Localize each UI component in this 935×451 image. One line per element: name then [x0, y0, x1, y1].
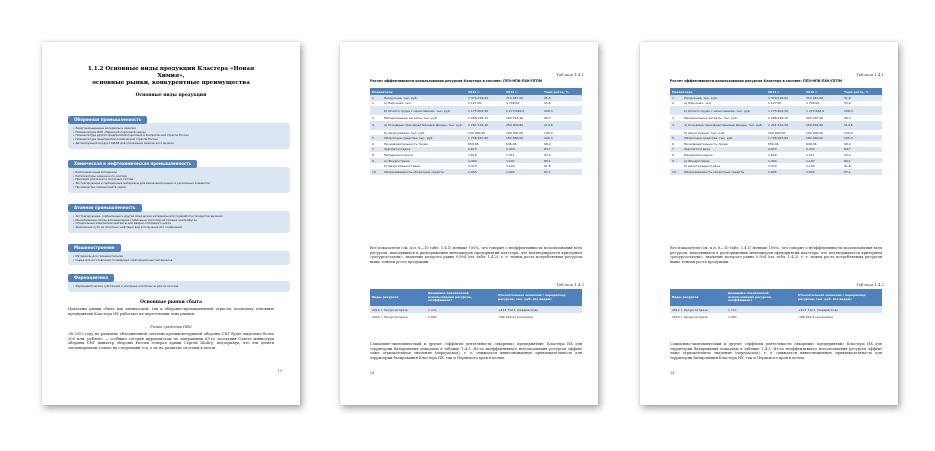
category-item: • Катализаторы химического синтеза: [73, 174, 127, 178]
table-cell: 3: [370, 115, 382, 121]
table-cell: 1 175 603,30: [466, 106, 504, 115]
column-header: Относительная экономия / перерасход ресурсов, тыс. руб. (по видам): [496, 289, 582, 306]
table-cell: 3,379: [766, 163, 804, 169]
table-cell: а) Персонал, чел.: [382, 101, 466, 107]
category-nuclear: [68, 194, 290, 233]
table-cell: Продукция, тыс. руб.: [382, 95, 466, 101]
table-cell: 100 000,00: [766, 130, 804, 136]
table-cell: 1,494: [466, 158, 504, 164]
table-cell: 4: [370, 121, 382, 130]
category-machinery: [68, 234, 290, 265]
category-item: • Экстрагирующие и сорбционные материалы для извлечения редких и рассеянных элементов: [73, 182, 210, 186]
table-caption: Таблица 1.4.2: [856, 282, 884, 287]
table-cell: 1 379 018,00: [466, 95, 504, 101]
table-cell: +413 712,1 (перерасход): [796, 306, 882, 313]
table-cell: 100,0: [842, 130, 882, 136]
table-row: [670, 158, 882, 164]
table-cell: Зарплатоотдача: [682, 147, 766, 153]
table-cell: 646,06: [804, 141, 842, 147]
column-header: Динамика показателей использования ресурсов, коэффициент: [726, 289, 796, 306]
category-item: • Ионообменные смолы для выделения стабильных изотопов на газовых центрифугах: [73, 218, 198, 222]
table-cell: 1: [370, 95, 382, 101]
table-row: [370, 306, 582, 313]
table-cell: 1,618: [766, 152, 804, 158]
column-header: 2012 г.: [804, 88, 842, 95]
table-row: [670, 306, 882, 313]
table-header-row: [670, 88, 882, 95]
table-cell: 87,1: [542, 169, 582, 175]
table-cell: 3,100: [804, 163, 842, 169]
table-cell: 91,8: [842, 163, 882, 169]
paragraph: Социально-экономический и другие «эффекты деятельности «якорных» предприятий» Кластера НХ для территории базирования показаны в таблице 1.4.3. Из-за неэффективного использования ресурсов эффект тоже отрицательное значение (перерасход), т. е. снижается инвестиционную привлекательность для территории базирования Кластера НХ, так и Пермского края в целом.: [670, 342, 882, 360]
table-cell: Оборачиваемость оборотных средств: [382, 169, 466, 175]
table-row: [670, 95, 882, 101]
document-page-1: [42, 42, 300, 405]
table-cell: 2014 г. Ресурсоотдача: [372, 314, 408, 319]
category-item: • Детонирующий продукт КД-88 для утилизации химического оружия: [73, 141, 174, 145]
table-cell: 259 002,80: [504, 121, 542, 130]
table-header-row: [370, 289, 582, 306]
table-cell: 3,100: [504, 163, 542, 169]
table-row: [670, 135, 882, 141]
category-item: • Номенклатура других предприятий пороховой и боеприпасной отрасли России: [73, 134, 189, 138]
table-cell: Производительность труда: [382, 141, 466, 147]
table-cell: б) Оплата труда с начислением, тыс. руб.: [382, 106, 466, 115]
table-row: [670, 141, 882, 147]
table-cell: 2,674: [766, 147, 804, 153]
table-cell: 205 297,90: [804, 115, 842, 121]
table-cell: 5 127,00: [766, 101, 804, 107]
table-cell: а) Персонал, чел.: [682, 101, 766, 107]
table-cell: Продукция, тыс. руб.: [682, 95, 766, 101]
table-cell: 1 273 646,4: [804, 106, 842, 115]
table-row: [670, 115, 882, 121]
category-header: Фармацевтика: [68, 274, 114, 282]
table-row: [670, 130, 882, 136]
table-cell: 98,0: [542, 141, 582, 147]
table-cell: Материалоотдача: [382, 152, 466, 158]
table-cell: 3,379: [466, 163, 504, 169]
table-cell: 91,8: [842, 95, 882, 101]
table-cell: 93,4: [842, 152, 882, 158]
table-cell: 310 047,00: [504, 95, 542, 101]
table-cell: 100 000,00: [466, 130, 504, 136]
category-item: • Композиционные материалы: [73, 171, 117, 174]
table-cell: 7: [370, 147, 382, 153]
table-cell: 84,7: [542, 147, 582, 153]
efficiency-table: [670, 88, 882, 175]
table-cell: Материалоотдача: [682, 152, 766, 158]
table-cell: 646,06: [504, 141, 542, 147]
table-cell: 98,3: [842, 115, 882, 121]
table-cell: Оборотные средства, тыс. руб.: [382, 135, 466, 141]
table-cell: 80,1: [542, 158, 582, 164]
table-cell: 3: [670, 115, 682, 121]
efficiency-table: [370, 88, 582, 175]
table-caption: Таблица 1.4.1: [856, 72, 884, 77]
table-cell: 98,0: [842, 141, 882, 147]
table-row: [670, 101, 882, 107]
table-cell: 10: [670, 169, 682, 175]
table-row: [370, 101, 582, 107]
table-cell: 93,6: [542, 101, 582, 107]
table-cell: 2,434: [804, 147, 842, 153]
table-caption: Таблица 1.4.1: [556, 72, 584, 77]
paragraph: Показаны рынки сбыта как химической, так и оборонно-промышленной отрасли, поскольку основные предприятия Кластера НХ работают на пересечении этих рынков.: [68, 307, 274, 316]
category-item: • Номенклатура предприятий космической отрасли России: [73, 138, 158, 142]
column-header: Темп роста, %: [542, 88, 582, 95]
table-cell: а) Основные производственные фонды, тыс. руб.: [682, 121, 766, 130]
table-cell: 1,695: [504, 169, 542, 175]
table-cell: 1,945: [766, 169, 804, 175]
table-cell: 105,3: [842, 135, 882, 141]
table-cell: Материальные затраты, тыс. руб.: [682, 115, 766, 121]
table-cell: 1 175 603,30: [766, 106, 804, 115]
table-row: [670, 169, 882, 175]
category-items: [68, 167, 290, 193]
table-row: [370, 313, 582, 320]
table-cell: 2 088 928,70: [466, 115, 504, 121]
table-cell: 80,1: [842, 158, 882, 164]
table-cell: 259 002,80: [804, 121, 842, 130]
table-cell: 1,197: [804, 158, 842, 164]
section-label: Рынок средства ПВО: [150, 325, 192, 329]
table-cell: 2012 г. Ресурсоотдача: [370, 306, 426, 313]
table-cell: 84,7: [842, 147, 882, 153]
table-cell: 1 379 018,00: [766, 95, 804, 101]
column-header: Виды ресурсов: [370, 289, 426, 306]
table-cell: Материальные затраты, тыс. руб.: [382, 115, 466, 121]
table-title: Расчет эффективности использования ресурсов Кластера в составе: ППЗ-НПК-ПХК-ПГПМ: [670, 79, 843, 83]
table-row: [370, 163, 582, 169]
table-row: [670, 313, 882, 320]
category-header: Оборонная промышленность: [68, 116, 147, 124]
category-item: • Химические пути из попутных нефтяных вод и получение его соединений: [73, 226, 182, 230]
category-header: Машиностроение: [68, 244, 121, 252]
column-header: 2012 г.: [504, 88, 542, 95]
table-cell: 91,8: [542, 95, 582, 101]
category-item: • Материалы для гальванотехники: [73, 255, 124, 258]
table-cell: б) Амортизациоотдача: [382, 163, 466, 169]
table-cell: 7: [670, 147, 682, 153]
table-row: [370, 130, 582, 136]
table-cell: 1 736 967,90: [466, 135, 504, 141]
table-cell: 659,06: [766, 141, 804, 147]
section-title: 1.1.2 Основные виды продукции Кластера «Новая Химия», основные рынки, конкурентные преимущества: [87, 66, 255, 86]
table-row: [670, 106, 882, 115]
table-cell: 87,1: [842, 169, 882, 175]
table-row: [370, 95, 582, 101]
table-cell: 1 273 646,4: [504, 106, 542, 115]
table-cell: 182 890,00: [504, 135, 542, 141]
table-cell: 4 799,00: [504, 101, 542, 107]
table-cell: 100 000,00: [804, 130, 842, 136]
table-caption: Таблица 1.4.2: [556, 282, 584, 287]
category-item: • Специальные химические реагенты для ядерно-топливного цикла: [73, 222, 171, 226]
table-title: Расчет эффективности использования ресурсов Кластера в составе: ППЗ-НПК-ПХК-ПГПМ: [370, 79, 543, 83]
table-cell: 5 127,00: [466, 101, 504, 107]
table-cell: 310 047,00: [804, 95, 842, 101]
column-header: Относительная экономия / перерасход ресурсов, тыс. руб. (по видам): [796, 289, 882, 306]
table-cell: б) Оплата труда с начислением, тыс. руб.: [682, 106, 766, 115]
table-cell: 114,6: [542, 121, 582, 130]
table-cell: 6: [670, 141, 682, 147]
paragraph: «В 2013 году на развитие объединенной системы противовоздушной обороны СНГ будет выделено более 300 млн. рублей» — сообщил сегодня журналистам по завершении 63-го заседания Совета министров обороны СНГ министр обороны России генерал армии Сергей Шойгу, подчеркнув, что эти деньги запланированы только на следующий год, а не на развитие системы в целом.: [68, 332, 274, 350]
table-cell: а) Основные производственные фонды, тыс. руб.: [382, 121, 466, 130]
table-cell: 1,945: [466, 169, 504, 175]
table-cell: а) Фондоотдача: [682, 158, 766, 164]
table-cell: 100,0: [542, 130, 582, 136]
paragraph: Все показатели (см. п.п. 6—10 табл. 1.4.1) меньше 100%, что говорит о неэффективности использования всех ресурсов, находящихся в распоряжении менеджеров предприятий кластера, что подтверждается критерием «ресурсоотдачи», значение которого равно 0,904 (см. табл. 1.4.2), т. е. темпы роста потребляемых ресурсов выше темпов роста продукции.: [670, 246, 882, 264]
table-row: [370, 141, 582, 147]
paragraph: Социально-экономический и другие «эффекты деятельности «якорных» предприятий» Кластера НХ для территории базирования показаны в таблице 1.4.3. Из-за неэффективного использования ресурсов эффект тоже отрицательное значение (перерасход), т. е. снижается инвестиционную привлекательность для территории базирования Кластера НХ, так и Пермского края в целом.: [370, 342, 582, 360]
paragraph: Все показатели (см. п.п. 6—10 табл. 1.4.1) меньше 100%, что говорит о неэффективности использования всех ресурсов, находящихся в распоряжении менеджеров предприятий кластера, что подтверждается критерием «ресурсоотдачи», значение которого равно 0,904 (см. табл. 1.4.2), т. е. темпы роста потребляемых ресурсов выше темпов роста продукции.: [370, 246, 582, 264]
table-row: [670, 163, 882, 169]
table-cell: 105,3: [542, 135, 582, 141]
table-row: [370, 121, 582, 130]
category-header: Химическая и нефтехимическая промышленность: [68, 160, 197, 168]
table-row: [370, 147, 582, 153]
category-items: [68, 123, 290, 149]
table-cell: Производительность труда: [682, 141, 766, 147]
table-cell: 4 799,00: [804, 101, 842, 107]
table-cell: 93,6: [842, 101, 882, 107]
category-pharma: [68, 264, 290, 292]
column-header: Темп роста, %: [842, 88, 882, 95]
column-header: Показатели: [670, 88, 766, 95]
table-cell: 2,434: [504, 147, 542, 153]
table-cell: 10: [370, 169, 382, 175]
table-cell: 1,197: [504, 158, 542, 164]
table-cell: 5: [370, 135, 382, 141]
table-cell: 100 000,00: [504, 130, 542, 136]
table-cell: 2 261 544,40: [466, 121, 504, 130]
table-cell: [670, 106, 682, 115]
table-cell: 1,494: [766, 158, 804, 164]
table-cell: 6: [370, 141, 382, 147]
column-header: Динамика показателей использования ресурсов, коэффициент: [426, 289, 496, 306]
category-item: • Номенклатура ФКП «Пермский пороховой завод»: [73, 130, 147, 134]
category-item: • Энергонасыщенные материалы и изделия: [73, 127, 136, 130]
table-cell: 0,904: [726, 306, 796, 313]
table-cell: 1,040: [428, 314, 437, 319]
document-page-3: [640, 42, 898, 405]
table-cell: 1,040: [728, 314, 737, 319]
table-cell: 2: [370, 101, 382, 107]
table-cell: -166 292,4 (экономия): [798, 314, 833, 319]
table-row: [370, 152, 582, 158]
table-cell: Зарплатоотдача: [382, 147, 466, 153]
table-cell: Оборотные средства, тыс. руб.: [682, 135, 766, 141]
table-cell: а) Фондоотдача: [382, 158, 466, 164]
column-header: Виды ресурсов: [670, 289, 726, 306]
table-cell: 659,06: [466, 141, 504, 147]
table-cell: Оборачиваемость оборотных средств: [682, 169, 766, 175]
table-cell: 114,6: [842, 121, 882, 130]
table-row: [370, 135, 582, 141]
table-row: [670, 147, 882, 153]
table-header-row: [370, 88, 582, 95]
category-item: • Фармацевтические субстанции и исходные компоненты для их синтеза: [73, 285, 179, 288]
table-cell: 205 297,90: [504, 115, 542, 121]
table-row: [670, 152, 882, 158]
category-item: • Производство перманганата калия: [73, 185, 126, 189]
table-cell: 91,8: [542, 163, 582, 169]
table-cell: 4: [670, 121, 682, 130]
page-number: 34: [670, 371, 675, 375]
table-cell: 2 088 928,70: [766, 115, 804, 121]
table-row: [670, 121, 882, 130]
category-chemical: [68, 150, 290, 193]
document-page-2: [340, 42, 598, 405]
category-defense: [68, 106, 290, 149]
table-cell: 93,4: [542, 152, 582, 158]
page-number: 34: [370, 371, 375, 375]
page-number: 19: [277, 369, 282, 373]
table-cell: 1,511: [804, 152, 842, 158]
table-cell: 5: [670, 135, 682, 141]
category-items: [68, 281, 290, 292]
table-cell: б) Амортизация, тыс. руб.: [382, 130, 466, 136]
markets-heading: Основные рынки сбыта: [140, 300, 202, 305]
table-row: [370, 106, 582, 115]
resources-table: [370, 289, 582, 320]
category-items: [68, 211, 290, 233]
table-cell: 2,674: [466, 147, 504, 153]
table-cell: б) Амортизациоотдача: [682, 163, 766, 169]
column-header: 2011 г.: [766, 88, 804, 95]
category-item: • Экстрагирующие, сорбционные и другие химические материалы для переработки продуктов деления: [73, 215, 223, 218]
table-cell: 182 890,00: [804, 135, 842, 141]
table-cell: 108,3: [842, 106, 882, 115]
column-header: Показатели: [370, 88, 466, 95]
table-row: [370, 158, 582, 164]
table-cell: -166 292,4 (экономия): [498, 314, 533, 319]
resources-table: [670, 289, 882, 320]
category-item: • Присадки для масел и моторных топлив: [73, 178, 134, 182]
products-subtitle: Основные виды продукции: [135, 93, 207, 98]
table-row: [370, 115, 582, 121]
table-cell: 2014 г. Ресурсоотдача: [672, 314, 708, 319]
column-header: 2011 г.: [466, 88, 504, 95]
table-cell: [370, 106, 382, 115]
table-cell: 1,618: [466, 152, 504, 158]
table-cell: 2: [670, 101, 682, 107]
table-cell: 1: [670, 95, 682, 101]
table-cell: 0,904: [426, 306, 496, 313]
table-header-row: [670, 289, 882, 306]
table-cell: б) Амортизация, тыс. руб.: [682, 130, 766, 136]
table-cell: 2012 г. Ресурсоотдача: [670, 306, 726, 313]
table-cell: 2 261 544,40: [766, 121, 804, 130]
table-cell: 1 736 967,90: [766, 135, 804, 141]
table-cell: 1,511: [504, 152, 542, 158]
table-cell: 1,695: [804, 169, 842, 175]
category-header: Атомная промышленность: [68, 204, 142, 212]
table-cell: 98,3: [542, 115, 582, 121]
table-cell: +413 712,1 (перерасход): [496, 306, 582, 313]
table-cell: 108,3: [542, 106, 582, 115]
table-cell: 9: [370, 158, 382, 164]
table-cell: 8: [370, 152, 382, 158]
category-item: • Сырье для изготовления полимерных композиционных материалов: [73, 258, 173, 262]
table-row: [370, 169, 582, 175]
table-cell: 8: [670, 152, 682, 158]
table-cell: 9: [670, 158, 682, 164]
